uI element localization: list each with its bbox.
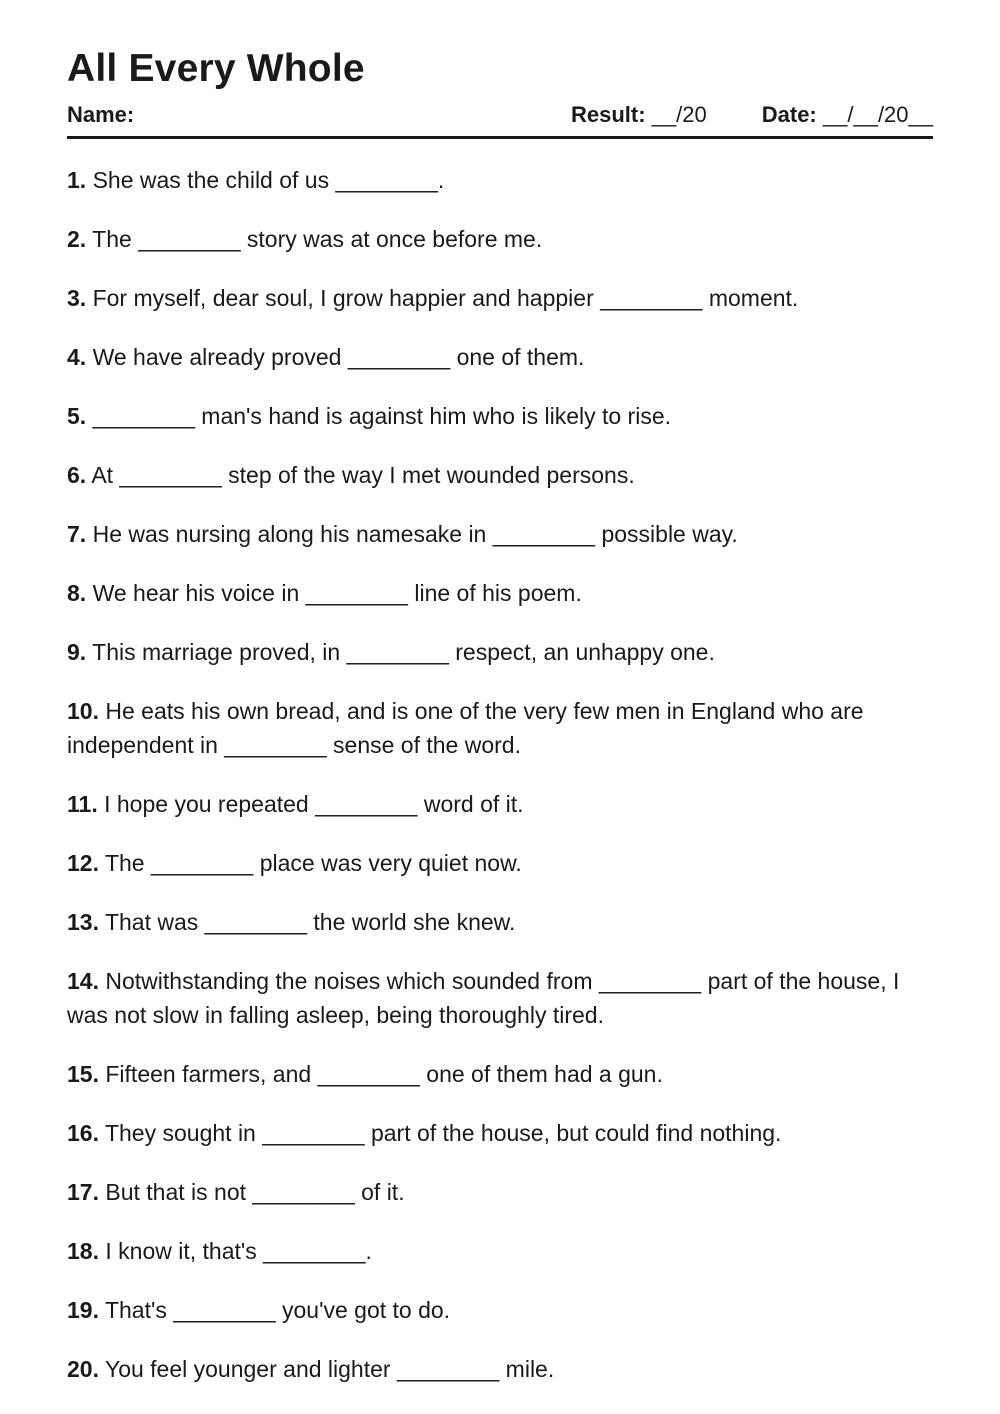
question-number: 2. [67, 226, 87, 252]
question-list [67, 163, 933, 1386]
result-field [571, 98, 707, 132]
question-item [67, 163, 933, 197]
page-title: All Every Whole [67, 47, 365, 90]
question-item [67, 1234, 933, 1268]
question-item [67, 1352, 933, 1386]
question-number: 7. [67, 521, 87, 547]
question-text: He was nursing along his namesake in ________ possible way. [92, 521, 738, 547]
question-number: 12. [67, 850, 99, 876]
question-item [67, 576, 933, 610]
question-number: 6. [67, 462, 87, 488]
question-item [67, 1116, 933, 1150]
worksheet-header [67, 98, 933, 132]
result-label: Result: [571, 102, 646, 127]
question-text: She was the child of us ________. [92, 167, 445, 193]
question-number: 16. [67, 1120, 99, 1146]
question-item [67, 517, 933, 551]
result-value: __/20 [651, 102, 707, 127]
question-text: Fifteen farmers, and ________ one of them had a gun. [105, 1061, 663, 1087]
name-field [67, 98, 134, 132]
question-number: 13. [67, 909, 99, 935]
question-text: I hope you repeated ________ word of it. [104, 791, 524, 817]
question-text: At ________ step of the way I met wounded persons. [91, 462, 635, 488]
question-number: 9. [67, 639, 87, 665]
question-text: We hear his voice in ________ line of his poem. [92, 580, 582, 606]
question-number: 20. [67, 1356, 99, 1382]
question-item [67, 787, 933, 821]
question-text: But that is not ________ of it. [105, 1179, 405, 1205]
question-number: 18. [67, 1238, 99, 1264]
question-text: They sought in ________ part of the house, but could find nothing. [104, 1120, 782, 1146]
question-number: 11. [67, 791, 98, 817]
question-number: 15. [67, 1061, 99, 1087]
question-text: The ________ story was at once before me. [92, 226, 543, 252]
question-text: Notwithstanding the noises which sounded from ________ part of the house, I was not slow in falling asleep, being thoroughly tired. [67, 968, 900, 1028]
question-text: ________ man's hand is against him who is likely to rise. [92, 403, 672, 429]
question-item [67, 905, 933, 939]
question-number: 14. [67, 968, 99, 994]
question-number: 10. [67, 698, 99, 724]
date-field [762, 98, 933, 132]
worksheet-page [67, 44, 933, 1411]
question-item [67, 846, 933, 880]
question-number: 4. [67, 344, 87, 370]
question-text: That's ________ you've got to do. [104, 1297, 451, 1323]
question-item [67, 1057, 933, 1091]
question-text: You feel younger and lighter ________ mile. [104, 1356, 555, 1382]
question-text: For myself, dear soul, I grow happier and happier ________ moment. [92, 285, 799, 311]
question-number: 5. [67, 403, 87, 429]
question-number: 3. [67, 285, 87, 311]
question-text: That was ________ the world she knew. [104, 909, 516, 935]
question-item [67, 1293, 933, 1327]
question-item [67, 964, 933, 1032]
question-text: We have already proved ________ one of them. [92, 344, 585, 370]
date-value: __/__/20__ [822, 102, 933, 127]
question-item [67, 399, 933, 433]
header-divider [67, 136, 933, 139]
question-item [67, 635, 933, 669]
question-number: 17. [67, 1179, 99, 1205]
question-item [67, 222, 933, 256]
question-number: 19. [67, 1297, 99, 1323]
name-label: Name: [67, 102, 135, 127]
question-number: 1. [67, 167, 87, 193]
question-text: This marriage proved, in ________ respect, an unhappy one. [92, 639, 715, 665]
question-text: I know it, that's ________. [105, 1238, 372, 1264]
question-text: The ________ place was very quiet now. [104, 850, 522, 876]
question-number: 8. [67, 580, 87, 606]
question-item [67, 281, 933, 315]
question-item [67, 694, 933, 762]
question-item [67, 340, 933, 374]
question-item [67, 1175, 933, 1209]
date-label: Date: [761, 102, 817, 127]
question-item [67, 458, 933, 492]
question-text: He eats his own bread, and is one of the very few men in England who are independent in ________ sense of the word. [67, 698, 864, 758]
